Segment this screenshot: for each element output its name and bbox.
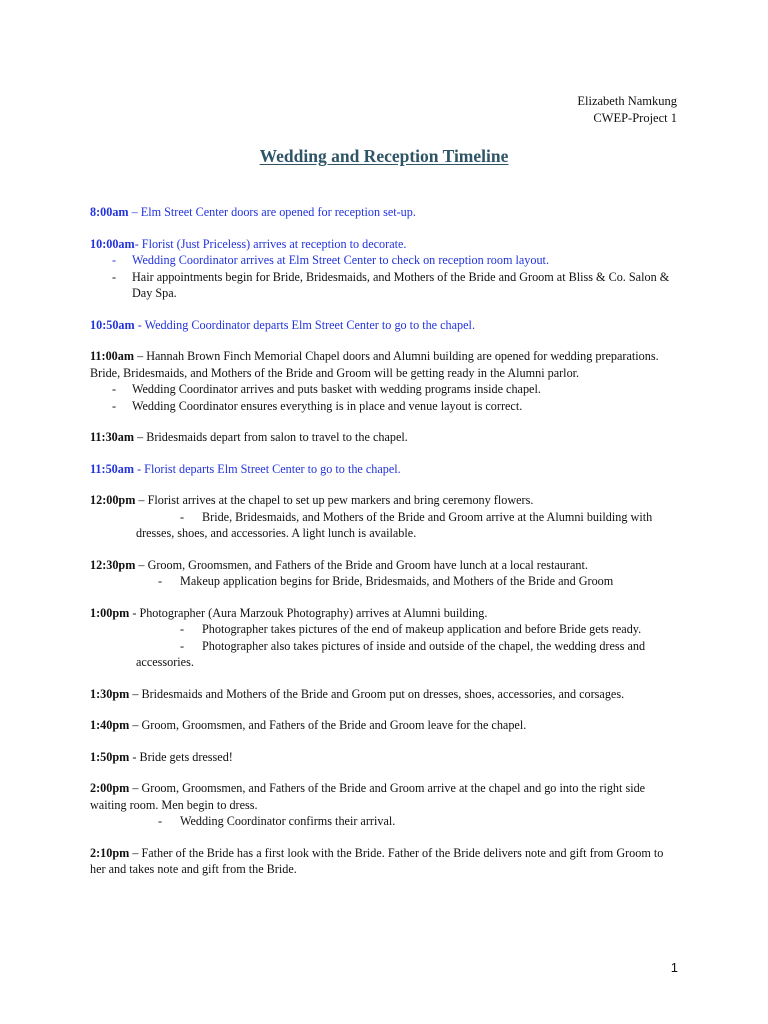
- bullet-list: [90, 252, 680, 302]
- list-item: [90, 252, 680, 269]
- entry-time: 1:40pm: [90, 718, 130, 732]
- entry-separator: –: [135, 493, 148, 507]
- list-item-text: Wedding Coordinator confirms their arrival.: [180, 814, 396, 828]
- entry-text: Wedding Coordinator departs Elm Street Center to go to the chapel.: [144, 317, 475, 332]
- entry-time: 2:10pm: [90, 845, 130, 860]
- entry-text: Groom, Groomsmen, and Fathers of the Bride and Groom leave for the chapel.: [141, 718, 527, 732]
- entry-text: Florist arrives at the chapel to set up pew markers and bring ceremony flowers.: [147, 493, 534, 507]
- dash-marker: -: [112, 398, 117, 413]
- bullet-list: [90, 573, 680, 590]
- list-item-text: Wedding Coordinator arrives at Elm Street Center to check on reception room layout.: [132, 253, 549, 267]
- timeline-entry: [90, 780, 680, 830]
- entry-separator: -: [134, 317, 145, 332]
- entry-separator: –: [129, 845, 142, 860]
- dash-marker: -: [158, 574, 163, 588]
- entry-time: 1:00pm: [90, 605, 130, 620]
- page-number: 1: [670, 960, 678, 975]
- timeline-entry: [90, 717, 680, 734]
- author-name: Elizabeth Namkung: [577, 94, 677, 108]
- dash-marker: -: [180, 622, 185, 636]
- list-item: [90, 573, 680, 590]
- entry-text: Bridesmaids and Mothers of the Bride and Groom put on dresses, shoes, accessories, and corsages.: [141, 686, 625, 701]
- entry-time: 8:00am: [90, 205, 129, 219]
- entry-time: 11:50am: [90, 461, 135, 476]
- timeline-entry: [90, 492, 680, 542]
- entry-text: Bridesmaids depart from salon to travel to the chapel.: [146, 430, 408, 444]
- timeline: [90, 204, 680, 893]
- dash-marker: -: [112, 269, 117, 284]
- timeline-entry: [90, 317, 680, 334]
- list-item: [90, 381, 680, 398]
- list-item: [90, 813, 680, 830]
- bullet-list: [90, 621, 680, 671]
- list-item-text: Hair appointments begin for Bride, Bridesmaids, and Mothers of the Bride and Groom at Bliss & Co. Salon & Day Spa.: [132, 269, 670, 300]
- entry-separator: -: [129, 605, 140, 620]
- entry-separator: -: [134, 461, 145, 476]
- list-item: [90, 509, 680, 542]
- entry-text: Bride gets dressed!: [139, 749, 233, 764]
- list-item-text: Wedding Coordinator arrives and puts basket with wedding programs inside chapel.: [132, 382, 541, 396]
- entry-time: 12:00pm: [90, 493, 136, 507]
- list-item-text: Photographer takes pictures of the end of makeup application and before Bride gets ready.: [202, 622, 642, 636]
- author-block: [577, 93, 677, 127]
- bullet-list: [90, 813, 680, 830]
- entry-time: 10:50am: [90, 317, 135, 332]
- dash-marker: -: [180, 509, 185, 524]
- entry-separator: –: [129, 686, 142, 701]
- entry-time: 11:00am: [90, 349, 135, 363]
- entry-separator: -: [134, 236, 142, 251]
- entry-text: Elm Street Center doors are opened for reception set-up.: [140, 205, 416, 219]
- entry-text: Photographer (Aura Marzouk Photography) arrives at Alumni building.: [139, 605, 488, 620]
- list-item: [90, 269, 680, 302]
- timeline-entry: [90, 461, 680, 478]
- entry-time: 1:30pm: [90, 686, 130, 701]
- dash-marker: -: [112, 382, 117, 396]
- entry-separator: –: [135, 557, 148, 572]
- dash-marker: -: [112, 253, 117, 267]
- entry-time: 11:30am: [90, 430, 135, 444]
- entry-separator: –: [134, 349, 147, 363]
- list-item: [90, 638, 680, 671]
- entry-text: Groom, Groomsmen, and Fathers of the Bride and Groom arrive at the chapel and go into the right side waiting room. Men begin to dress.: [90, 781, 646, 812]
- entry-separator: –: [129, 718, 142, 732]
- timeline-entry: [90, 557, 680, 590]
- timeline-entry: [90, 845, 680, 878]
- dash-marker: -: [180, 638, 185, 653]
- timeline-entry: [90, 605, 680, 671]
- entry-text: Hannah Brown Finch Memorial Chapel doors and Alumni building are opened for wedding preparations. Bride, Bridesmaids, and Mothers of the Bride and Groom will be getting ready in the Alumni parlor.: [90, 349, 659, 380]
- list-item: [90, 621, 680, 638]
- entry-separator: –: [128, 205, 141, 219]
- timeline-entry: [90, 204, 680, 221]
- timeline-entry: [90, 686, 680, 703]
- entry-text: Florist departs Elm Street Center to go to the chapel.: [144, 461, 401, 476]
- project-name: CWEP-Project 1: [593, 111, 677, 125]
- entry-text: Father of the Bride has a first look with the Bride. Father of the Bride delivers note and gift from Groom to her and takes note and gift from the Bride.: [90, 845, 664, 876]
- timeline-entry: [90, 429, 680, 446]
- timeline-entry: [90, 749, 680, 766]
- entry-separator: –: [129, 781, 142, 795]
- list-item-text: Photographer also takes pictures of inside and outside of the chapel, the wedding dress and accessories.: [136, 638, 646, 669]
- entry-separator: –: [134, 430, 147, 444]
- page-title: Wedding and Reception Timeline: [259, 146, 509, 166]
- list-item-text: Bride, Bridesmaids, and Mothers of the Bride and Groom arrive at the Alumni building with dresses, shoes, and accessories. A light lunch is available.: [136, 509, 653, 540]
- bullet-list: [90, 381, 680, 414]
- entry-time: 12:30pm: [90, 557, 136, 572]
- entry-separator: -: [129, 749, 140, 764]
- list-item-text: Makeup application begins for Bride, Bridesmaids, and Mothers of the Bride and Groom: [180, 574, 614, 588]
- list-item-text: Wedding Coordinator ensures everything is in place and venue layout is correct.: [132, 398, 523, 413]
- page-title-wrap: [0, 148, 768, 167]
- timeline-entry: [90, 348, 680, 414]
- list-item: [90, 398, 680, 415]
- dash-marker: -: [158, 814, 163, 828]
- entry-text: Florist (Just Priceless) arrives at reception to decorate.: [141, 236, 407, 251]
- entry-text: Groom, Groomsmen, and Fathers of the Bride and Groom have lunch at a local restaurant.: [147, 557, 588, 572]
- timeline-entry: [90, 236, 680, 302]
- entry-time: 1:50pm: [90, 749, 130, 764]
- entry-time: 10:00am: [90, 236, 135, 251]
- bullet-list: [90, 509, 680, 542]
- entry-time: 2:00pm: [90, 781, 130, 795]
